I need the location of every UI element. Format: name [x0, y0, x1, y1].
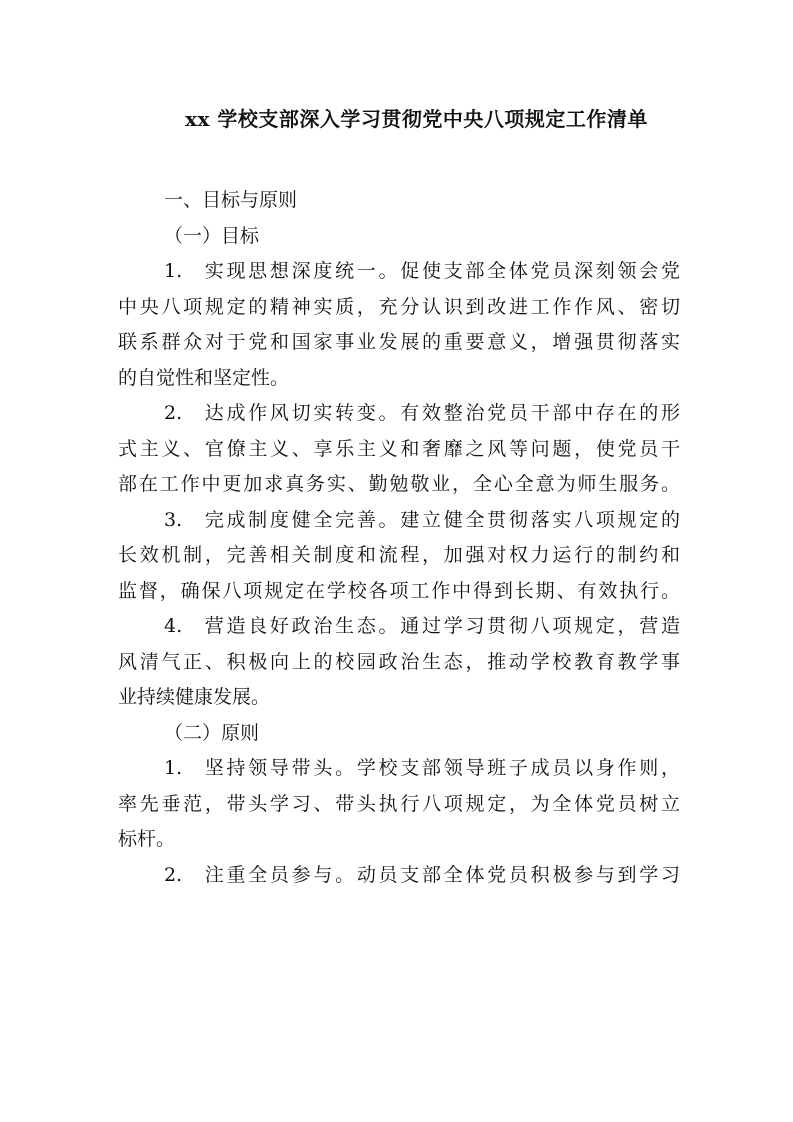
list-number: 3.	[164, 508, 183, 531]
paragraph-line	[118, 609, 680, 645]
paragraph-line: 风清气正、积极向上的校园政治生态，推动学校教育教学事	[118, 650, 680, 673]
list-number: 4.	[164, 615, 183, 637]
paragraph-line: 标杆。	[118, 828, 176, 850]
paragraph-text: 达成作风切实转变。有效整治党员干部中存在的形	[202, 402, 680, 424]
list-number: 2.	[164, 863, 183, 886]
paragraph-line: 率先垂范，带头学习、带头执行八项规定，为全体党员树立	[118, 792, 680, 815]
paragraph-text: 营造良好政治生态。通过学习贯彻八项规定，营造	[202, 615, 680, 637]
paragraph-text: 注重全员参与。动员支部全体党员积极参与到学习	[202, 863, 680, 886]
paragraph-line: 长效机制，完善相关制度和流程，加强对权力运行的制约和	[118, 544, 680, 566]
document-body	[118, 183, 680, 893]
document-title: xx 学校支部深入学习贯彻党中央八项规定工作清单	[185, 107, 648, 131]
list-number: 2.	[164, 402, 183, 424]
paragraph-text: 坚持领导带头。学校支部领导班子成员以身作则，	[202, 757, 680, 779]
paragraph-line: 中央八项规定的精神实质，充分认识到改进工作作风、密切	[118, 295, 680, 318]
paragraph-line	[118, 503, 680, 539]
paragraph-line: 联系群众对于党和国家事业发展的重要意义，增强贯彻落实	[118, 331, 680, 353]
paragraph-text: 完成制度健全完善。建立健全贯彻落实八项规定的	[202, 508, 680, 531]
subsection-heading: （二）原则	[164, 721, 260, 744]
section-heading: 一、目标与原则	[164, 189, 298, 211]
paragraph-line	[118, 751, 680, 787]
paragraph-line: 部在工作中更加求真务实、勤勉敬业，全心全意为师生服务。	[118, 473, 680, 495]
paragraph-text: 实现思想深度统一。促使支部全体党员深刻领会党	[202, 260, 680, 282]
list-number: 1.	[164, 260, 183, 282]
paragraph-line: 监督，确保八项规定在学校各项工作中得到长期、有效执行。	[118, 579, 680, 602]
paragraph-line: 式主义、官僚主义、享乐主义和奢靡之风等问题，使党员干	[118, 437, 680, 460]
subsection-heading: （一）目标	[164, 224, 260, 247]
paragraph-line	[118, 396, 680, 432]
paragraph-line: 的自觉性和坚定性。	[118, 366, 290, 389]
paragraph-line	[118, 254, 680, 290]
list-number: 1.	[164, 757, 183, 779]
paragraph-line	[118, 858, 680, 894]
paragraph-line: 业持续健康发展。	[118, 686, 271, 708]
